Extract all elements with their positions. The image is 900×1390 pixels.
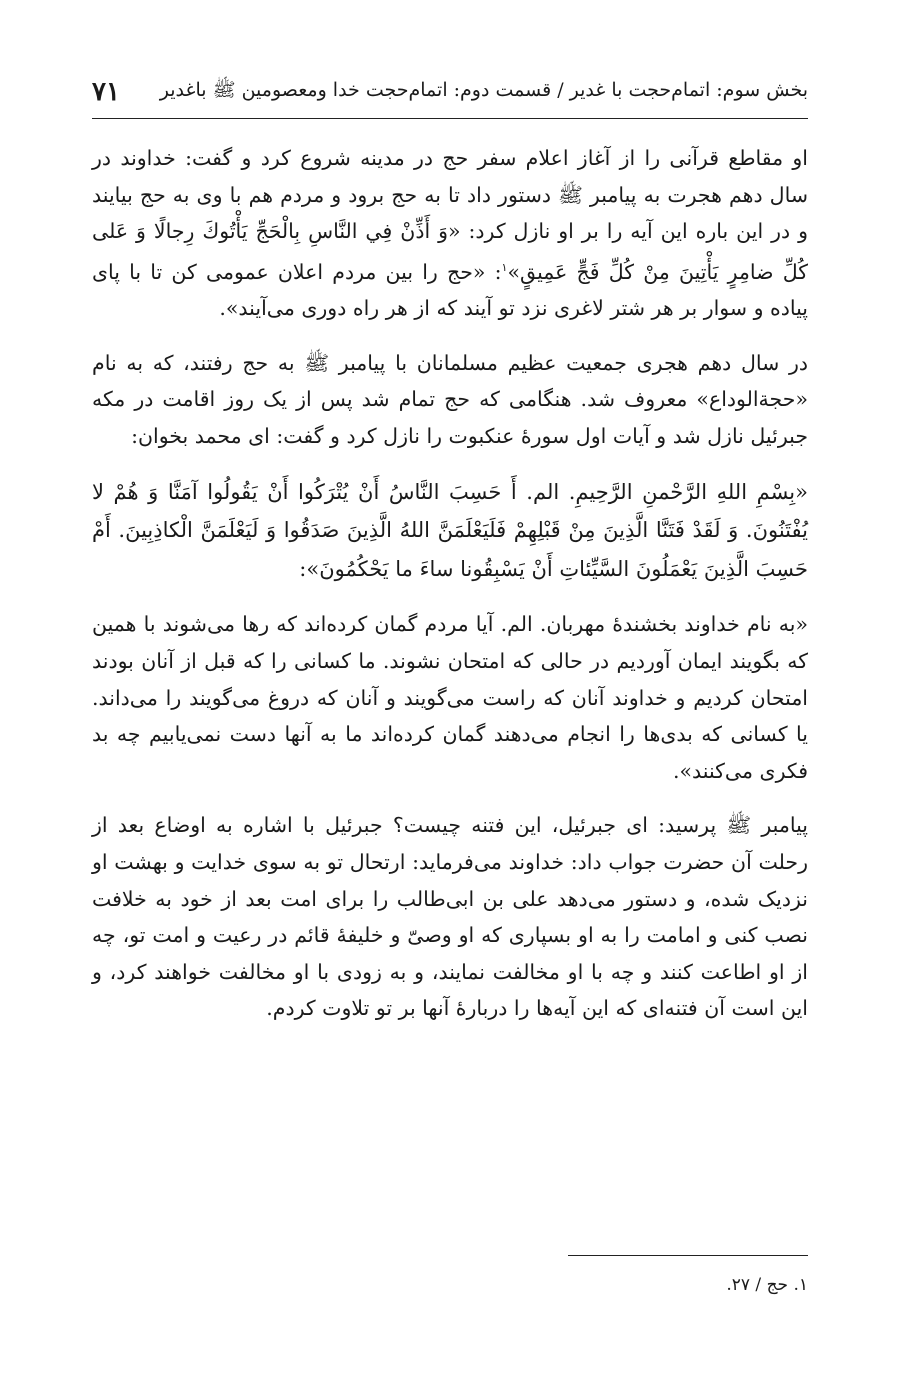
running-title: بخش سوم: اتمام‌حجت با غدیر / قسمت دوم: اتمام‌حجت خدا ومعصومین ﷺ باغدیر — [159, 79, 808, 101]
footnote-reference: ۱ — [501, 260, 508, 274]
book-page — [92, 0, 808, 1390]
paragraph-1 — [92, 140, 808, 327]
paragraph-5: پیامبر ﷺ پرسید: ای جبرئیل، این فتنه چیست؟ جبرئیل با اشاره به اوضاع بعد از رحلت آن حضرت جواب داد: خداوند می‌فرماید: ارتحال تو به سوی خدایت و بهشت او نزدیک شده، و دستور می‌دهد علی بن ابی‌طالب را برای امت بعد از خود به خلافت نصب کنی و امامت را به او بسپاری که او وصیّ و خلیفهٔ قائم در رعیت و امت تو، چه از او اطاعت کنند و چه با او مخالفت نمایند، و به زودی با او مخالفت خواهند کرد، و این است آن فتنه‌ای که این آیه‌ها را دربارهٔ آنها بر تو تلاوت کردم. — [92, 813, 808, 1021]
page-header — [92, 70, 808, 114]
paragraph-1-text: او مقاطع قرآنی را از آغاز اعلام سفر حج در مدینه شروع کرد و گفت: خداوند در سال دهم هجرت به پیامبر ﷺ دستور داد تا به حج برود و مردم هم با وی به حج بیایند و در این باره این آیه را بر او نازل کرد: «وَ أَذِّنْ فِي النَّاسِ بِالْحَجِّ يَأْتُوكَ رِجالًا وَ عَلى كُلِّ ضامِرٍ يَأْتِينَ مِنْ كُلِّ فَجٍّ عَمِيقٍ» — [92, 146, 808, 284]
footnote: ۱. حج / ۲۷. — [726, 1275, 808, 1295]
paragraph-1-translation: : «حج را بین مردم اعلان عمومی کن تا با پای پیاده و سوار بر هر شتر لاغری نزد تو آیند که از هر راه دوری می‌آیند». — [92, 259, 808, 321]
header-rule — [92, 118, 808, 119]
footnote-rule — [568, 1255, 808, 1256]
page-body — [92, 140, 808, 1027]
quran-verses: «بِسْمِ اللهِ الرَّحْمنِ الرَّحِيمِ. الم. أَ حَسِبَ النَّاسُ أَنْ يُتْرَكُوا أَنْ يَقُولُوا آمَنَّا وَ هُمْ لا يُفْتَنُونَ. وَ لَقَدْ فَتَنَّا الَّذِينَ مِنْ قَبْلِهِمْ فَلَيَعْلَمَنَّ اللهُ الَّذِينَ صَدَقُوا وَ لَيَعْلَمَنَّ الْكاذِبِينَ. أَمْ حَسِبَ الَّذِينَ يَعْمَلُونَ السَّيِّئاتِ أَنْ يَسْبِقُونا ساءَ ما يَحْكُمُونَ»: — [92, 479, 808, 581]
verses-translation: «به نام خداوند بخشندهٔ مهربان. الم. آیا مردم گمان کرده‌اند که رها می‌شوند با همین که بگویند ایمان آوردیم در حالی که امتحان نشوند. ما کسانی را که قبل از آنان بودند امتحان کردیم و خداوند آنان که راست می‌گویند و آنان که دروغ می‌گویند را می‌داند. یا کسانی که بدی‌ها را انجام می‌دهند گمان کرده‌اند ما به آنها دست نمی‌یابیم چه بد فکری می‌کنند». — [92, 612, 808, 783]
page-number: ۷۱ — [92, 77, 120, 107]
paragraph-2: در سال دهم هجری جمعیت عظیم مسلمانان با پیامبر ﷺ به حج رفتند، که به نام «حجة‌الوداع» معروف شد. هنگامی که حج تمام شد پس از یک روز اقامت در مکه جبرئیل نازل شد و آیات اول سورهٔ عنکبوت را نازل کرد و گفت: ای محمد بخوان: — [92, 350, 808, 448]
